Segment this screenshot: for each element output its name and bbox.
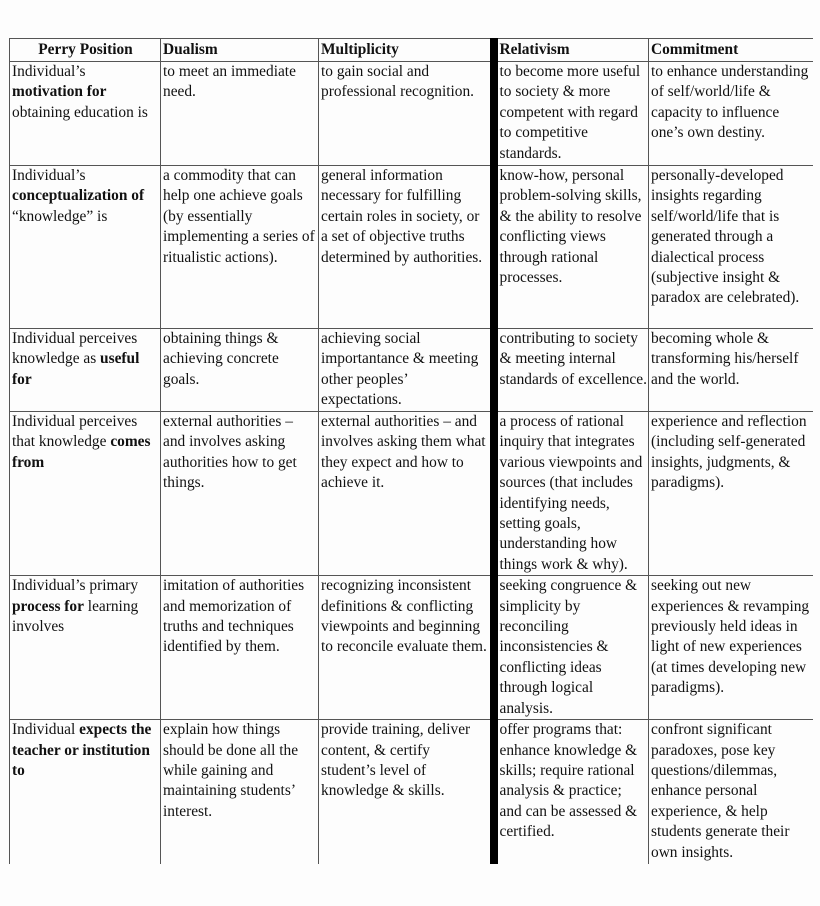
row-label-bold: motivation for — [12, 83, 107, 101]
row-label-conceptualization — [10, 166, 161, 329]
row-label-bold: process for — [12, 597, 84, 615]
cell-multiplicity: recognizing inconsistent definitions & conflicting viewpoints and beginning to reconcile evaluate them. — [319, 576, 494, 720]
cell-commitment: seeking out new experiences & revamping previously held ideas in light of new experiences (at times developing new paradigms). — [649, 576, 813, 720]
cell-relativism: offer programs that: enhance knowledge & skills; require rational analysis & practice; and can be assessed & certified. — [494, 720, 649, 865]
cell-multiplicity: to gain social and professional recognition. — [319, 62, 494, 166]
cell-dualism: imitation of authorities and memorization of truths and techniques identified by them. — [161, 576, 319, 720]
row-label-text: obtaining education is — [12, 103, 148, 121]
cell-commitment: confront significant paradoxes, pose key questions/dilemmas, enhance personal experience, & help students generate their own insights. — [649, 720, 813, 865]
row-label-useful-for — [10, 329, 161, 412]
row-label-bold: conceptualization of — [12, 187, 145, 205]
header-multiplicity: Multiplicity — [319, 39, 494, 62]
cell-dualism: to meet an immediate need. — [161, 62, 319, 166]
header-commitment: Commitment — [649, 39, 813, 62]
header-relativism: Relativism — [494, 39, 649, 62]
row-label-process-for — [10, 576, 161, 720]
row-label-text: Individual’s — [12, 167, 86, 184]
cell-commitment: experience and reflection (including self-generated insights, judgments, & paradigms). — [649, 412, 813, 576]
cell-multiplicity: general information necessary for fulfilling certain roles in society, or a set of objective truths determined by authorities. — [319, 166, 494, 329]
table-row — [10, 62, 813, 166]
cell-commitment: becoming whole & transforming his/herself and the world. — [649, 329, 813, 412]
row-label-text: Individual’s — [12, 63, 86, 80]
table-row — [10, 412, 813, 576]
header-perry-position: Perry Position — [10, 39, 161, 62]
row-label-text: Individual’s primary — [12, 577, 139, 595]
row-label-text: Individual — [12, 721, 80, 739]
cell-relativism: seeking congruence & simplicity by reconciling inconsistencies & conflicting ideas through logical analysis. — [494, 576, 649, 720]
table-row — [10, 720, 813, 865]
cell-relativism: a process of rational inquiry that integrates various viewpoints and sources (that includes identifying needs, setting goals, understanding how things work & why). — [494, 412, 649, 576]
cell-relativism: know-how, personal problem-solving skills, & the ability to resolve conflicting views through rational processes. — [494, 166, 649, 329]
row-label-expects — [10, 720, 161, 865]
perry-positions-document — [9, 38, 812, 864]
cell-commitment: personally-developed insights regarding self/world/life that is generated through a dialectical process (subjective insight & paradox are celebrated). — [649, 166, 813, 329]
header-dualism: Dualism — [161, 39, 319, 62]
row-label-text: Individual perceives knowledge as — [12, 330, 138, 368]
table-row — [10, 576, 813, 720]
perry-positions-table — [9, 38, 813, 864]
row-label-bold: comes from — [12, 433, 151, 471]
table-row — [10, 329, 813, 412]
table-row — [10, 166, 813, 329]
row-label-bold: useful for — [12, 350, 140, 388]
cell-dualism: explain how things should be done all the while gaining and maintaining students’ interest. — [161, 720, 319, 865]
cell-relativism: to become more useful to society & more competent with regard to competitive standards. — [494, 62, 649, 166]
row-label-motivation — [10, 62, 161, 166]
cell-dualism: obtaining things & achieving concrete goals. — [161, 329, 319, 412]
cell-dualism: external authorities – and involves asking authorities how to get things. — [161, 412, 319, 576]
row-label-text: learning involves — [12, 597, 139, 636]
cell-multiplicity: external authorities – and involves asking them what they expect and how to achieve it. — [319, 412, 494, 576]
cell-dualism: a commodity that can help one achieve goals (by essentially implementing a series of ritualistic actions). — [161, 166, 319, 329]
row-label-comes-from — [10, 412, 161, 576]
header-row — [10, 39, 813, 62]
cell-multiplicity: achieving social importantance & meeting other peoples’ expectations. — [319, 329, 494, 412]
row-label-text: “knowledge” is — [12, 207, 108, 225]
row-label-text: Individual perceives that knowledge — [12, 413, 138, 451]
cell-relativism: contributing to society & meeting internal standards of excellence. — [494, 329, 649, 412]
row-label-bold: expects the teacher or institution to — [12, 721, 152, 779]
cell-multiplicity: provide training, deliver content, & certify student’s level of knowledge & skills. — [319, 720, 494, 865]
cell-commitment: to enhance understanding of self/world/life & capacity to influence one’s own destiny. — [649, 62, 813, 166]
